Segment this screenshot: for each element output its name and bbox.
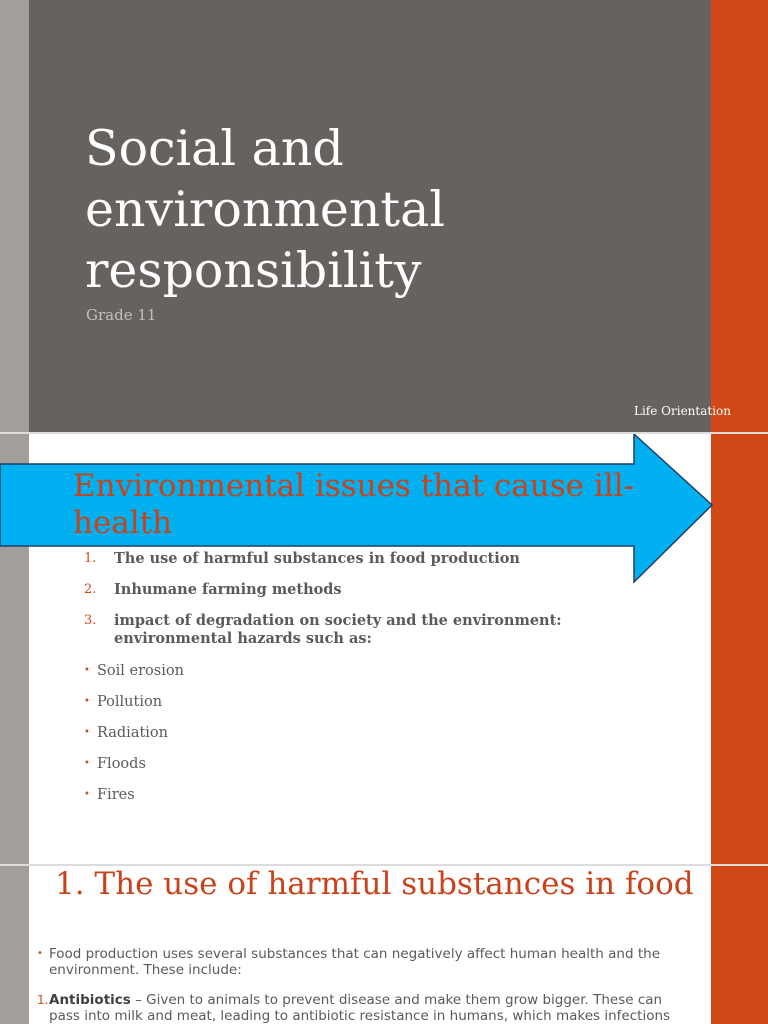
- item-text: – Given to animals to prevent disease and make them grow bigger. These can pass into milk and meat, leading to antibiotic resistance in humans, which makes infections: [49, 992, 671, 1024]
- item-term: Antibiotics: [49, 992, 131, 1008]
- list-item: • Soil erosion: [84, 663, 184, 679]
- intro-paragraph: • Food production uses several substances that can negatively affect human health and the environment. These include:: [37, 946, 660, 978]
- right-accent-bar: [711, 434, 768, 864]
- bullet-icon: •: [84, 665, 90, 676]
- antibiotics-item: 1. Antibiotics – Given to animals to prevent disease and make them grow bigger. These can pass into milk and meat, leading to antibiotic resistance in humans, which makes infections: [37, 992, 671, 1024]
- bullet-icon: •: [84, 789, 90, 800]
- list-item: 3. impact of degradation on society and the environment: environmental hazards such as:: [84, 612, 562, 647]
- bullet-icon: •: [84, 696, 90, 707]
- hazard-list: [84, 662, 184, 817]
- substances-slide: [0, 866, 768, 1024]
- numbered-list: [84, 550, 624, 661]
- list-item: • Fires: [84, 787, 135, 803]
- left-accent-bar: [0, 0, 29, 432]
- slide-heading: 1. The use of harmful substances in food: [55, 866, 694, 902]
- bullet-icon: •: [84, 758, 90, 769]
- slide-heading: Environmental issues that cause ill-health: [73, 468, 635, 541]
- issues-slide: [0, 434, 768, 864]
- slide-footer: Life Orientation: [634, 404, 731, 418]
- bullet-icon: •: [84, 727, 90, 738]
- slide-subtitle: Grade 11: [86, 306, 157, 324]
- list-item: • Pollution: [84, 694, 163, 710]
- list-item: • Floods: [84, 756, 146, 772]
- list-item: • Radiation: [84, 725, 168, 741]
- title-slide: [0, 0, 768, 432]
- slide-title: Social and environmental responsibility: [85, 120, 445, 299]
- right-accent-bar: [711, 866, 768, 1024]
- right-accent-bar: [711, 0, 768, 432]
- bullet-icon: •: [37, 948, 43, 959]
- list-item: 1. The use of harmful substances in food production: [84, 550, 520, 567]
- list-item: 2. Inhumane farming methods: [84, 581, 342, 598]
- left-accent-bar: [0, 866, 29, 1024]
